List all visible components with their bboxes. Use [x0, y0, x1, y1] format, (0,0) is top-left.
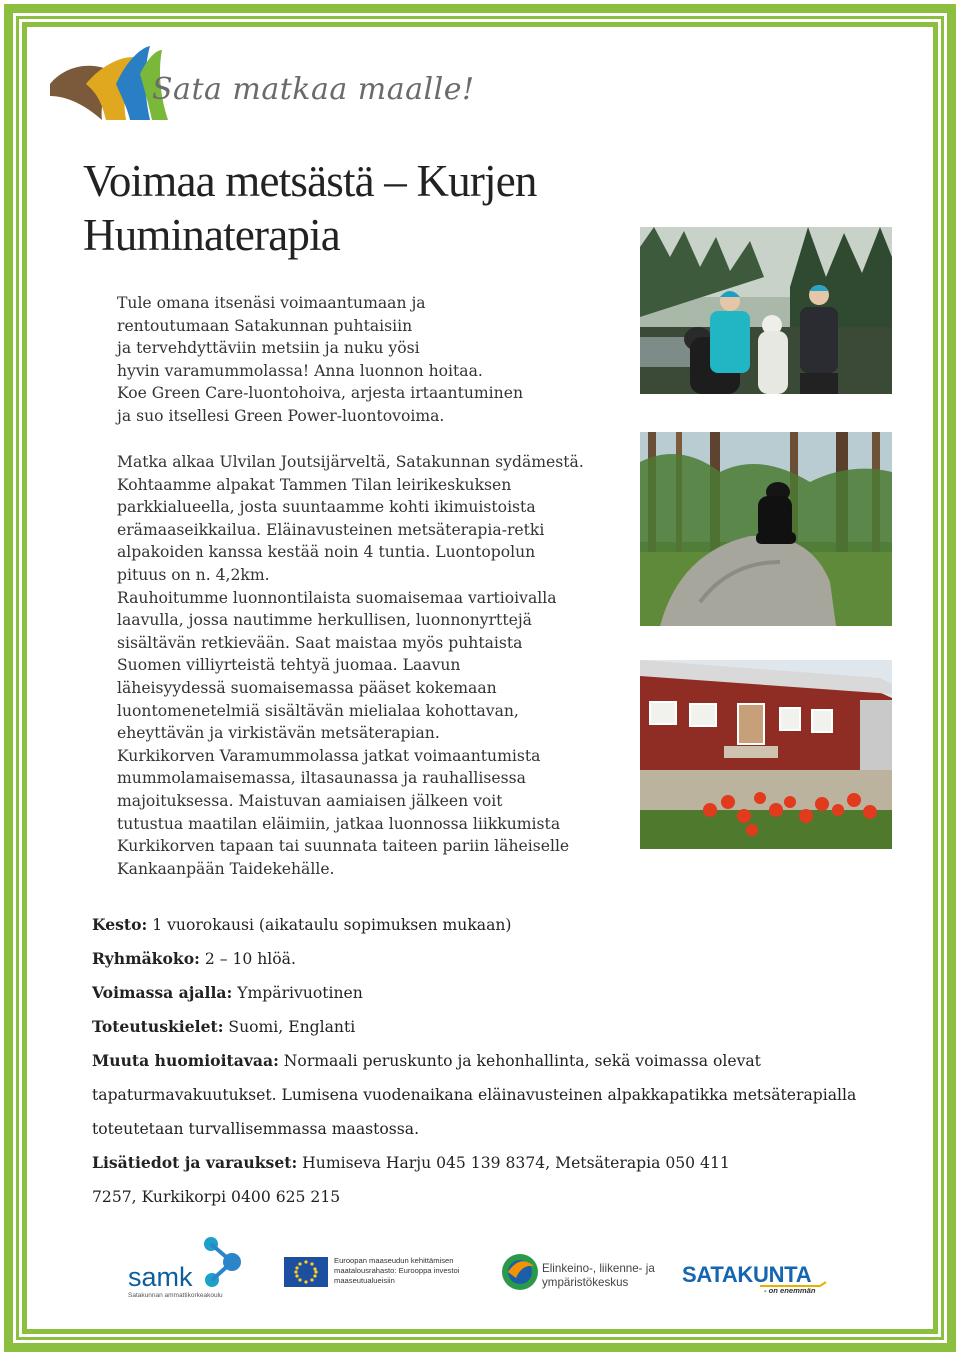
eu-fund-text: Euroopan maaseudun kehittämisen maatalousrahasto: Eurooppa investoi maaseutualueisiin: [334, 1256, 460, 1285]
body-line: majoituksessa. Maistuvan aamiaisen jälkeen voit: [117, 791, 503, 810]
photo-alpaca-hikers: [640, 227, 892, 394]
body-line: sisältävän retkievään. Saat maistaa myös puhtaista: [117, 633, 523, 652]
detail-validity: [92, 979, 922, 1013]
intro-line: ja suo itsellesi Green Power-luontovoima.: [117, 406, 445, 425]
body-line: laavulla, jossa nautimme herkullisen, luonnonyrttejä: [117, 611, 532, 630]
eu-flag: [284, 1257, 328, 1287]
body-line: Suomen villiyrteistä tehtyä juomaa. Laavun: [117, 656, 461, 675]
body-line: Kurkikorven Varamummolassa jatkat voimaantumista: [117, 746, 541, 765]
detail-label: Lisätiedot ja varaukset:: [92, 1153, 298, 1172]
body-line: alpakoiden kanssa kestää noin 4 tuntia. Luontopolun: [117, 543, 536, 562]
brand-slogan: Sata matkaa maalle!: [152, 72, 475, 107]
intro-paragraph: [117, 292, 617, 428]
intro-line: Koe Green Care-luontohoiva, arjesta irtaantuminen: [117, 384, 523, 403]
intro-line: Tule omana itsenäsi voimaantumaan ja: [117, 294, 426, 312]
detail-label: Kesto:: [92, 915, 148, 934]
intro-line: ja tervehdyttäviin metsiin ja nuku yösi: [117, 339, 420, 358]
title-line: Huminaterapia: [83, 210, 340, 260]
description-paragraph: [117, 451, 617, 880]
intro-line: rentoutumaan Satakunnan puhtaisiin: [117, 316, 413, 335]
detail-label: Ryhmäkoko:: [92, 949, 200, 968]
ely-logo-mark: [502, 1254, 538, 1290]
detail-value: Suomi, Englanti: [223, 1018, 356, 1036]
body-line: Kankaanpään Taidekehälle.: [117, 859, 335, 878]
body-line: Rauhoitumme luonnontilaista suomaisemaa vartioivalla: [117, 588, 557, 607]
detail-notes: [92, 1047, 922, 1081]
detail-duration: [92, 911, 922, 945]
body-line: Kurkikorven tapaan tai suunnata taiteen pariin läheiselle: [117, 837, 570, 856]
body-line: parkkialueella, josta suuntaamme kohti ikimuistoista: [117, 498, 536, 517]
details-section: [92, 911, 922, 1217]
body-line: erämaaseikkailua. Eläinavusteinen metsäterapia-retki: [117, 520, 545, 539]
detail-label: Muuta huomioitavaa:: [92, 1051, 279, 1070]
title-line: Voimaa metsästä – Kurjen: [83, 156, 537, 206]
detail-value: 2 – 10 hlöä.: [199, 950, 296, 968]
samk-logo-mark: [204, 1237, 241, 1287]
samk-logo-text: samk: [128, 1262, 193, 1292]
satakunta-logo-text: SATAKUNTA: [682, 1262, 812, 1287]
body-line: Matka alkaa Ulvilan Joutsijärveltä, Satakunnan sydämestä.: [117, 453, 584, 471]
body-line: eheyttävän ja virkistävän metsäterapian.: [117, 724, 440, 743]
body-line: pituus on n. 4,2km.: [117, 565, 270, 584]
body-line: Kohtaamme alpakat Tammen Tilan leirikeskuksen: [117, 475, 512, 494]
body-line: läheisyydessä suomaisemassa pääset kokemaan: [117, 678, 497, 697]
page-title: [83, 154, 643, 262]
detail-label: Toteutuskielet:: [92, 1017, 224, 1036]
photo-dog-on-rock: [640, 432, 892, 626]
detail-notes-line: tapaturmavakuutukset. Lumisena vuodenaikana eläinavusteinen alpakkapatikka metsäterapialla: [92, 1086, 857, 1104]
detail-notes-line: toteutetaan turvallisemmassa maastossa.: [92, 1120, 420, 1138]
body-line: tutustua maatilan eläimiin, jatkaa luonnossa liikkumista: [117, 814, 561, 833]
detail-value: Humiseva Harju 045 139 8374, Metsäterapia 050 411: [297, 1154, 730, 1172]
detail-languages: [92, 1013, 922, 1047]
body-line: luontomenetelmiä sisältävän mielialaa kohottavan,: [117, 701, 519, 720]
detail-contact-line: 7257, Kurkikorpi 0400 625 215: [92, 1188, 341, 1206]
satakunta-tagline: - on enemmän: [764, 1286, 816, 1295]
detail-contact: [92, 1149, 922, 1183]
intro-line: hyvin varamummolassa! Anna luonnon hoitaa.: [117, 361, 483, 380]
ely-centre-text: Elinkeino-, liikenne- ja ympäristökeskus: [542, 1262, 655, 1289]
detail-label: Voimassa ajalla:: [92, 983, 233, 1002]
detail-value: Normaali peruskunto ja kehonhallinta, sekä voimassa olevat: [278, 1052, 761, 1070]
detail-group-size: [92, 945, 922, 979]
detail-value: 1 vuorokausi (aikataulu sopimuksen mukaan): [147, 916, 512, 934]
body-line: mummolamaisemassa, iltasaunassa ja rauhallisessa: [117, 769, 526, 788]
photo-red-farmhouse: [640, 660, 892, 849]
detail-value: Ympärivuotinen: [232, 984, 363, 1002]
samk-logo-subtitle: Satakunnan ammattikorkeakoulu: [128, 1292, 223, 1299]
